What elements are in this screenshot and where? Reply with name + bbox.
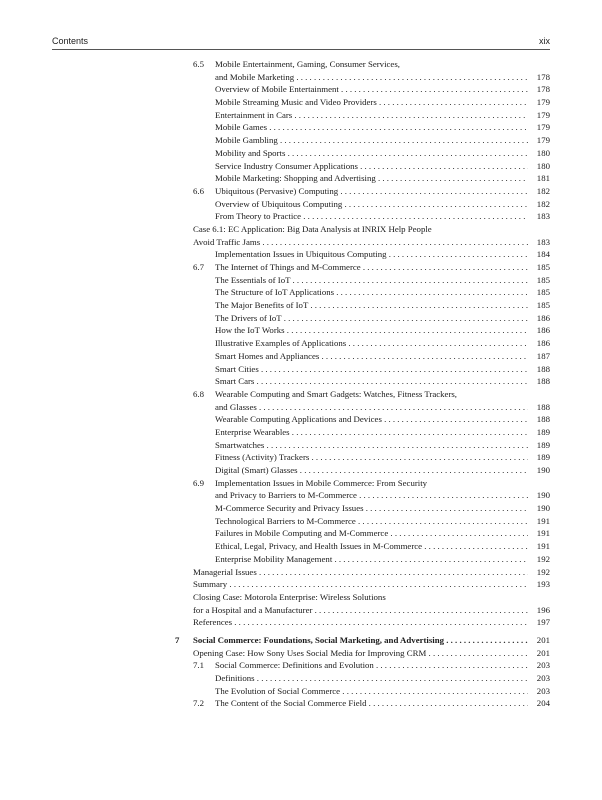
toc-entry-number: 7.2 (193, 698, 204, 709)
toc-entry-page: 179 (536, 97, 550, 108)
toc-entry-page: 186 (536, 312, 550, 323)
toc-entry[interactable] (0, 96, 602, 109)
toc-entry-title: The Internet of Things and M-Commerce . . . (215, 261, 528, 274)
table-of-contents (0, 58, 602, 710)
toc-entry-page: 184 (536, 249, 550, 260)
toc-entry-title: Implementation Issues in Mobile Commerce: From Security (215, 477, 428, 488)
toc-entry-title: Service Industry Consumer Applications . . . (215, 160, 528, 173)
toc-entry[interactable] (0, 527, 602, 540)
toc-entry[interactable] (0, 553, 602, 566)
toc-entry-title: Enterprise Wearables . . . (215, 426, 528, 439)
toc-entry[interactable] (0, 261, 602, 274)
toc-entry-title: Entertainment in Cars . . . (215, 109, 528, 122)
toc-entry-title: Enterprise Mobility Management . . . (215, 553, 528, 566)
toc-entry-title: Mobile Marketing: Shopping and Advertising . . . (215, 172, 528, 185)
toc-entry-title: The Major Benefits of IoT . . . (215, 299, 528, 312)
toc-entry-page: 189 (536, 452, 550, 463)
toc-entry-page: 188 (536, 414, 550, 425)
toc-entry-number: 6.8 (193, 388, 204, 399)
toc-entry-title: Illustrative Examples of Applications . . . (215, 337, 528, 350)
toc-entry[interactable] (0, 685, 602, 698)
toc-entry[interactable] (0, 147, 602, 160)
toc-entry-title: Social Commerce: Foundations, Social Marketing, and Advertising . . . (193, 634, 528, 647)
toc-entry-title: The Drivers of IoT . . . (215, 312, 528, 325)
toc-entry[interactable] (0, 401, 602, 414)
toc-entry-title: Mobile Entertainment, Gaming, Consumer Services, (215, 59, 400, 69)
toc-entry-page: 189 (536, 426, 550, 437)
toc-entry-page: 203 (536, 673, 550, 683)
toc-entry[interactable] (0, 312, 602, 325)
toc-entry-title: The Structure of IoT Applications . . . (215, 286, 528, 299)
toc-entry-page: 197 (536, 617, 550, 628)
toc-entry[interactable] (0, 286, 602, 299)
toc-entry-title: Smartwatches . . . (215, 439, 528, 452)
toc-entry-title: Summary . . . (193, 578, 528, 591)
toc-entry-title: Opening Case: How Sony Uses Social Media for Improving CRM . . . (193, 647, 528, 660)
toc-entry[interactable] (0, 375, 602, 388)
toc-entry-title: Definitions . . . (215, 672, 528, 685)
toc-entry[interactable] (0, 604, 602, 617)
toc-entry[interactable] (0, 363, 602, 376)
toc-entry-page: 185 (536, 274, 550, 285)
toc-entry-page: 191 (536, 515, 550, 526)
toc-entry-title: From Theory to Practice . . . (215, 210, 528, 223)
toc-entry-page: 201 (536, 634, 550, 645)
toc-entry-page: 181 (536, 173, 550, 184)
toc-entry-title: Wearable Computing and Smart Gadgets: Watches, Fitness Trackers, (215, 388, 458, 399)
toc-entry-page: 185 (536, 287, 550, 298)
toc-entry[interactable] (0, 71, 602, 84)
toc-entry-page: 185 (536, 300, 550, 311)
toc-entry[interactable] (0, 477, 602, 490)
toc-entry-title: and Glasses . . . (215, 401, 528, 414)
toc-entry-title: Avoid Traffic Jams . . . (193, 236, 528, 249)
toc-entry-title: and Privacy to Barriers to M-Commerce . . . (215, 489, 528, 502)
toc-entry-title: Smart Cars . . . (215, 375, 528, 388)
toc-entry-page: 180 (536, 147, 550, 158)
toc-entry[interactable] (0, 58, 602, 71)
toc-entry[interactable] (0, 274, 602, 287)
toc-entry[interactable] (0, 426, 602, 439)
toc-entry[interactable] (0, 109, 602, 122)
toc-entry-title: Smart Homes and Appliances . . . (215, 350, 528, 363)
toc-entry-title: References . . . (193, 616, 528, 629)
toc-entry-title: The Content of the Social Commerce Field . . . (215, 697, 528, 710)
toc-entry-page: 186 (536, 325, 550, 336)
toc-entry-title: Mobility and Sports . . . (215, 147, 528, 160)
toc-entry-page: 192 (536, 553, 550, 564)
toc-entry-page: 179 (536, 109, 550, 120)
toc-entry-number: 6.5 (193, 59, 204, 69)
toc-entry-page: 190 (536, 503, 550, 514)
toc-entry-title: Mobile Streaming Music and Video Providers . . . (215, 96, 528, 109)
toc-entry-number: 6.6 (193, 185, 204, 196)
toc-entry-number: 7 (175, 634, 180, 645)
toc-entry[interactable] (0, 697, 602, 710)
toc-entry[interactable] (0, 299, 602, 312)
toc-entry[interactable] (0, 591, 602, 604)
toc-entry-page: 179 (536, 135, 550, 146)
toc-entry-page: 201 (536, 647, 550, 658)
toc-entry-title: Failures in Mobile Computing and M-Commerce . . . (215, 527, 528, 540)
toc-entry-title: Technological Barriers to M-Commerce . . . (215, 515, 528, 528)
toc-entry[interactable] (0, 578, 602, 591)
toc-entry-page: 191 (536, 541, 550, 552)
toc-entry-page: 190 (536, 490, 550, 501)
toc-entry-page: 204 (536, 698, 550, 709)
toc-entry-page: 188 (536, 363, 550, 374)
header-page-number: xix (539, 36, 550, 46)
header-section-title: Contents (52, 36, 89, 46)
toc-entry[interactable] (0, 515, 602, 528)
toc-entry[interactable] (0, 198, 602, 211)
toc-entry-title: Mobile Games . . . (215, 121, 528, 134)
toc-entry[interactable] (0, 647, 602, 660)
toc-entry-page: 193 (536, 579, 550, 590)
toc-entry-title: Managerial Issues . . . (193, 566, 528, 579)
toc-entry-title: Case 6.1: EC Application: Big Data Analysis at INRIX Help People (193, 223, 432, 234)
toc-entry-page: 183 (536, 236, 550, 247)
toc-entry-page: 190 (536, 465, 550, 475)
toc-entry-title: How the IoT Works . . . (215, 324, 528, 337)
toc-entry-title: Wearable Computing Applications and Devices . . . (215, 413, 528, 426)
toc-entry-page: 183 (536, 211, 550, 222)
toc-chapter-entry[interactable] (0, 634, 602, 647)
toc-entry-page: 196 (536, 604, 550, 615)
toc-entry-page: 186 (536, 338, 550, 349)
toc-entry[interactable] (0, 413, 602, 426)
toc-entry-page: 182 (536, 185, 550, 196)
toc-entry[interactable] (0, 672, 602, 685)
toc-entry-title: Ubiquitous (Pervasive) Computing . . . (215, 185, 528, 198)
toc-entry-title: M-Commerce Security and Privacy Issues . . . (215, 502, 528, 515)
toc-entry-title: and Mobile Marketing . . . (215, 71, 528, 84)
toc-entry[interactable] (0, 616, 602, 629)
toc-entry-page: 185 (536, 262, 550, 272)
toc-entry[interactable] (0, 388, 602, 401)
toc-entry[interactable] (0, 502, 602, 515)
toc-entry-page: 178 (536, 84, 550, 95)
toc-entry[interactable] (0, 134, 602, 147)
toc-entry[interactable] (0, 439, 602, 452)
toc-entry[interactable] (0, 489, 602, 502)
toc-entry[interactable] (0, 337, 602, 350)
toc-entry[interactable] (0, 210, 602, 223)
toc-entry-title: Ethical, Legal, Privacy, and Health Issues in M-Commerce . . . (215, 540, 528, 553)
toc-entry[interactable] (0, 83, 602, 96)
header-rule (52, 49, 550, 50)
toc-entry-page: 180 (536, 160, 550, 171)
toc-entry-title: Mobile Gambling . . . (215, 134, 528, 147)
toc-entry[interactable] (0, 324, 602, 337)
toc-entry-title: The Essentials of IoT . . . (215, 274, 528, 287)
toc-entry[interactable] (0, 451, 602, 464)
toc-entry-title: Overview of Ubiquitous Computing . . . (215, 198, 528, 211)
toc-entry[interactable] (0, 121, 602, 134)
toc-entry-page: 178 (536, 71, 550, 82)
toc-entry-page: 188 (536, 401, 550, 412)
toc-entry-page: 203 (536, 685, 550, 696)
toc-entry[interactable] (0, 223, 602, 236)
toc-entry-title: for a Hospital and a Manufacturer . . . (193, 604, 528, 617)
toc-entry-page: 187 (536, 350, 550, 361)
toc-entry[interactable] (0, 350, 602, 363)
toc-entry[interactable] (0, 659, 602, 672)
toc-entry-number: 7.1 (193, 660, 204, 671)
toc-entry-page: 203 (536, 660, 550, 671)
toc-entry-page: 192 (536, 566, 550, 577)
toc-entry[interactable] (0, 172, 602, 185)
toc-entry[interactable] (0, 540, 602, 553)
toc-entry-title: Fitness (Activity) Trackers . . . (215, 451, 528, 464)
toc-entry-title: Overview of Mobile Entertainment . . . (215, 83, 528, 96)
toc-entry-title: Digital (Smart) Glasses . . . (215, 464, 528, 477)
toc-entry-page: 188 (536, 376, 550, 387)
toc-entry[interactable] (0, 464, 602, 477)
toc-entry-page: 189 (536, 439, 550, 450)
toc-entry-title: The Evolution of Social Commerce . . . (215, 685, 528, 698)
toc-entry-title: Closing Case: Motorola Enterprise: Wireless Solutions (193, 591, 386, 602)
toc-entry-title: Social Commerce: Definitions and Evolution . . . (215, 659, 528, 672)
toc-entry-title: Implementation Issues in Ubiquitous Computing . . . (215, 248, 528, 261)
toc-entry[interactable] (0, 248, 602, 261)
toc-entry-page: 179 (536, 122, 550, 133)
toc-entry[interactable] (0, 160, 602, 173)
toc-entry-number: 6.9 (193, 477, 204, 488)
toc-entry-number: 6.7 (193, 262, 204, 272)
toc-entry-page: 182 (536, 198, 550, 209)
toc-entry[interactable] (0, 185, 602, 198)
toc-entry-page: 191 (536, 528, 550, 539)
toc-entry[interactable] (0, 236, 602, 249)
toc-entry-title: Smart Cities . . . (215, 363, 528, 376)
toc-entry[interactable] (0, 566, 602, 579)
